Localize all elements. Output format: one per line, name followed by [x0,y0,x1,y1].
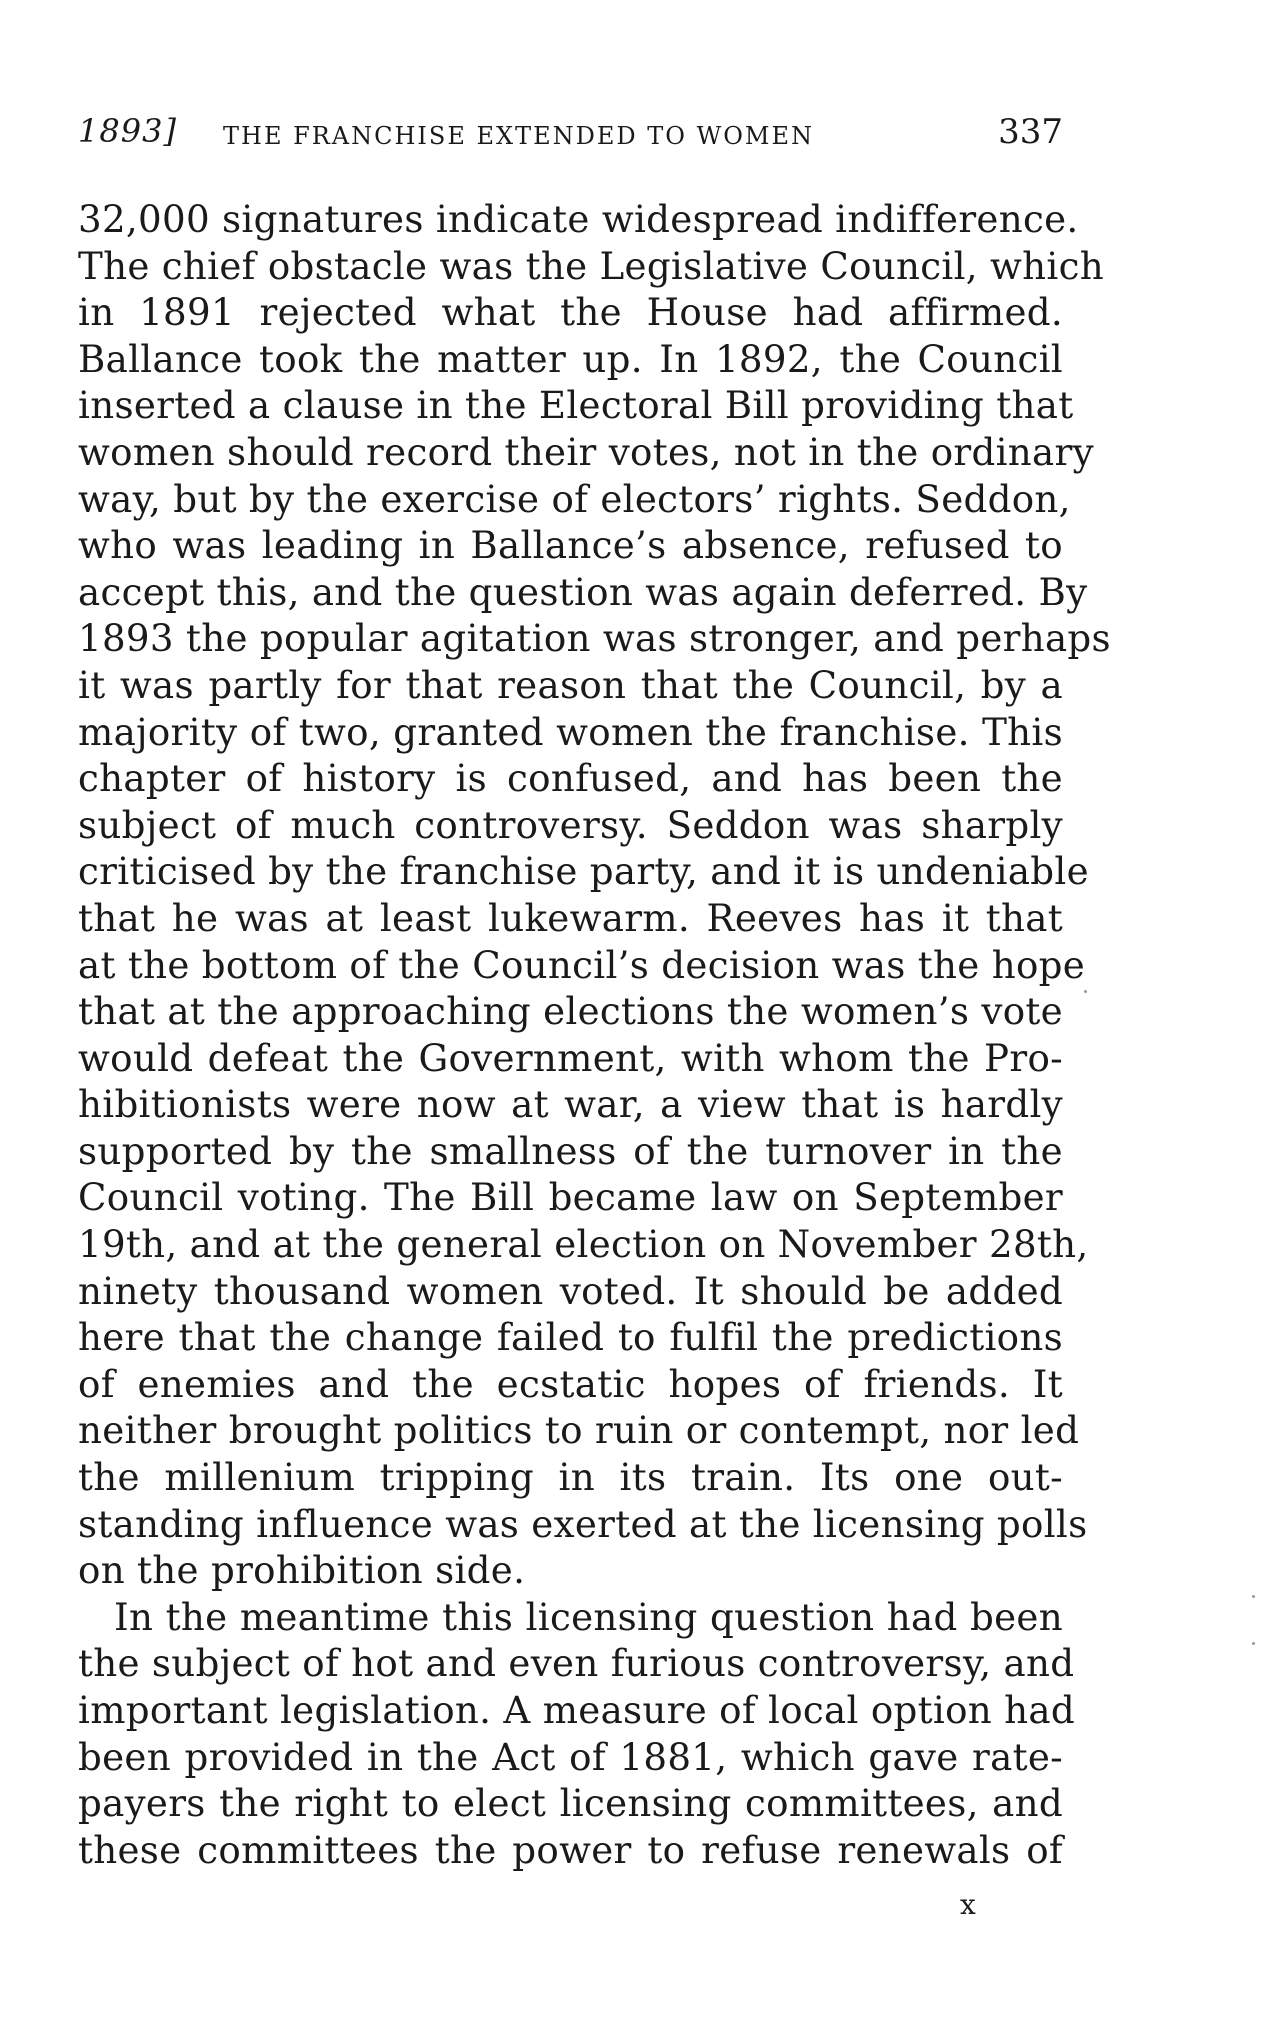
text-line: subject of much controversy. Seddon was sharply [78,802,1063,847]
body-text [78,196,1111,1873]
paragraph-1 [78,196,1111,1594]
text-line: criticised by the franchise party, and it is undeniable [78,849,1089,894]
text-line: 1893 the popular agitation was stronger, and perhaps [78,616,1111,661]
paragraph-2 [78,1594,1075,1874]
text-line: been provided in the Act of 1881, which gave rate- [78,1734,1063,1779]
text-line: chapter of history is confused, and has been the [78,756,1063,801]
text-line: here that the change failed to fulfil the predictions [78,1315,1063,1360]
text-line: 32,000 signatures indicate widespread indifference. [78,197,1079,241]
text-line: Council voting. The Bill became law on September [78,1175,1063,1220]
text-line: In the meantime this licensing question had been [114,1594,1063,1639]
text-line: majority of two, granted women the franchise. This [78,709,1063,754]
text-line: that he was at least lukewarm. Reeves has it that [78,895,1063,940]
text-line: standing influence was exerted at the licensing polls [78,1501,1088,1546]
text-line: in 1891 rejected what the House had affirmed. [78,290,1063,335]
text-line: the subject of hot and even furious controversy, and [78,1641,1075,1686]
paper-speck [1252,1642,1255,1645]
signature-mark: x [960,1888,976,1921]
text-line: it was partly for that reason that the Council, by a [78,662,1063,707]
running-head-year: 1893] [78,112,177,150]
text-line: accept this, and the question was again deferred. By [78,569,1088,614]
text-line: on the prohibition side. [78,1548,526,1593]
text-line: important legislation. A measure of local option had [78,1688,1075,1732]
text-line: ninety thousand women voted. It should be added [78,1268,1063,1313]
text-line: neither brought politics to ruin or contempt, nor led [78,1408,1080,1453]
text-line: women should record their votes, not in the ordinary [78,429,1094,474]
paper-speck [1252,1595,1255,1598]
text-line: of enemies and the ecstatic hopes of friends. It [78,1361,1063,1406]
text-line: hibitionists were now at war, a view that is hardly [78,1082,1063,1127]
text-line: payers the right to elect licensing committees, and [78,1781,1063,1826]
paper-speck [1084,990,1087,993]
text-line: would defeat the Government, with whom the Pro- [78,1035,1063,1080]
text-line: way, but by the exercise of electors’ rights. Seddon, [78,476,1071,521]
text-line: these committees the power to refuse renewals of [78,1827,1063,1872]
text-line: supported by the smallness of the turnover in the [78,1128,1063,1173]
text-line: The chief obstacle was the Legislative Council, which [78,243,1104,288]
running-head-title: THE FRANCHISE EXTENDED TO WOMEN [223,122,815,150]
text-line: 19th, and at the general election on November 28th, [78,1222,1089,1267]
running-head [78,108,1063,158]
text-line: inserted a clause in the Electoral Bill providing that [78,383,1074,428]
text-line: at the bottom of the Council’s decision was the hope [78,942,1086,987]
text-line: who was leading in Ballance’s absence, refused to [78,523,1063,568]
text-line: that at the approaching elections the women’s vote [78,989,1063,1034]
text-line: Ballance took the matter up. In 1892, the Council [78,336,1063,381]
text-line: the millenium tripping in its train. Its one out- [78,1455,1063,1500]
page-number: 337 [998,112,1063,152]
